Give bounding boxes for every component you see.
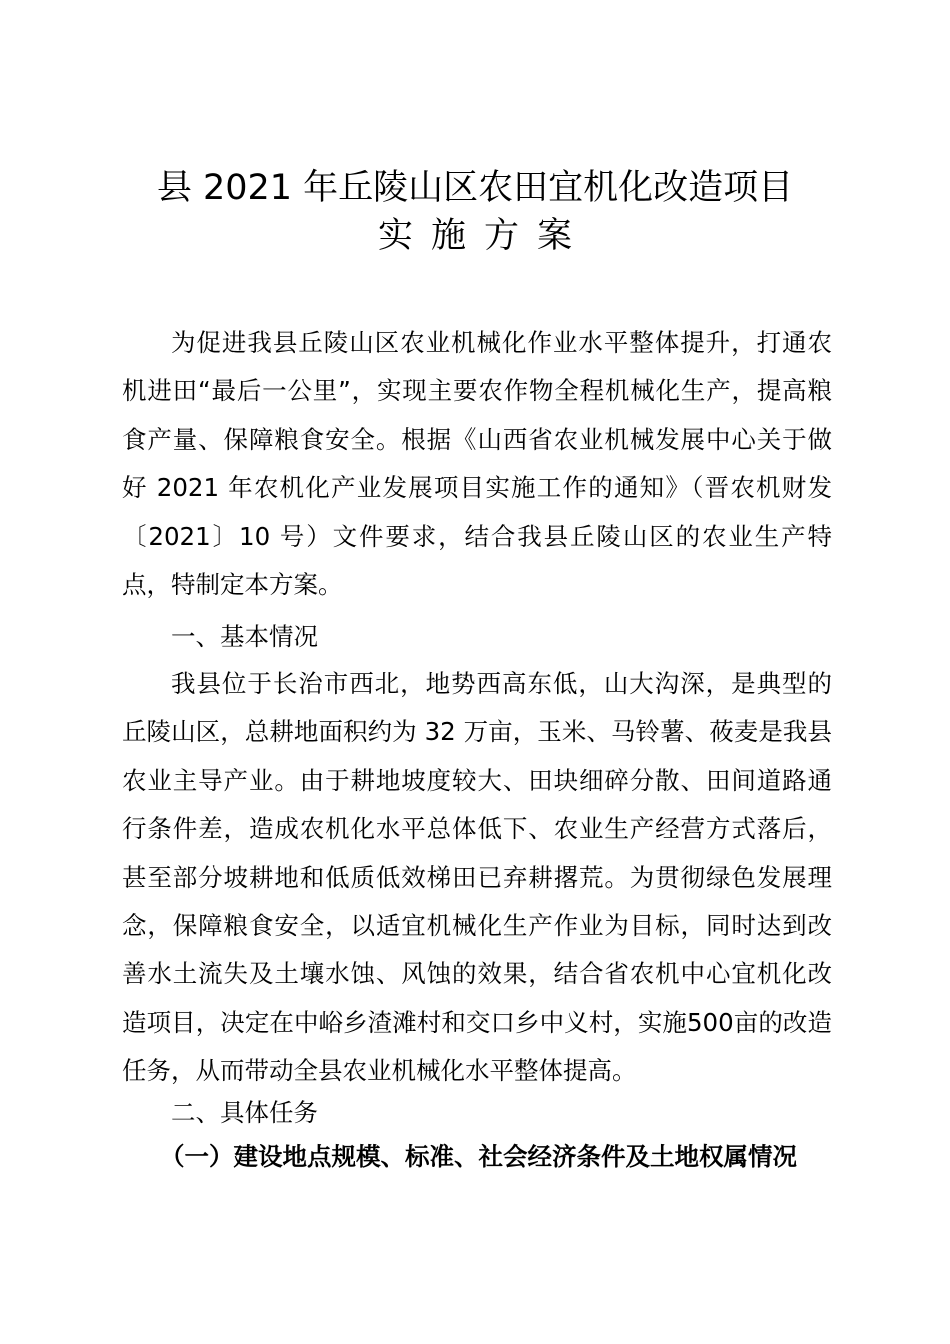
section-heading-basic-situation: 一、基本情况 xyxy=(171,622,318,651)
intro-paragraph: 为促进我县丘陵山区农业机械化作业水平整体提升，打通农机进田“最后一公里”，实现主要农作物全程机械化生产，提高粮食产量、保障粮食安全。根据《山西省农业机械发展中心关于做好 2021 年农机化产业发展项目实施工作的通知》（晋农机财发〔2021〕10 号）文件要求，结合我县丘陵山区的农业生产特点，特制定本方案。 xyxy=(122,328,832,600)
section-heading-specific-tasks: 二、具体任务 xyxy=(171,1098,318,1127)
document-subtitle: 实施方案 xyxy=(377,216,590,256)
document-title: 县 2021 年丘陵山区农田宜机化改造项目 xyxy=(156,168,794,208)
basic-situation-paragraph: 我县位于长治市西北，地势西高东低，山大沟深，是典型的丘陵山区，总耕地面积约为 32 万亩，玉米、马铃薯、莜麦是我县农业主导产业。由于耕地坡度较大、田块细碎分散、田间道路通行条件差，造成农机化水平总体低下、农业生产经营方式落后，甚至部分坡耕地和低质低效梯田已弃耕撂荒。为贯彻绿色发展理念，保障粮食安全，以适宜机械化生产作业为目标，同时达到改善水土流失及土壤水蚀、风蚀的效果，结合省农机中心宜机化改造项目，决定在中峪乡渣滩村和交口乡中义村，实施500亩的改造任务，从而带动全县农业机械化水平整体提高。 xyxy=(122,669,832,1086)
subsection-heading-construction-site: （一）建设地点规模、标准、社会经济条件及土地权属情况 xyxy=(160,1142,797,1171)
